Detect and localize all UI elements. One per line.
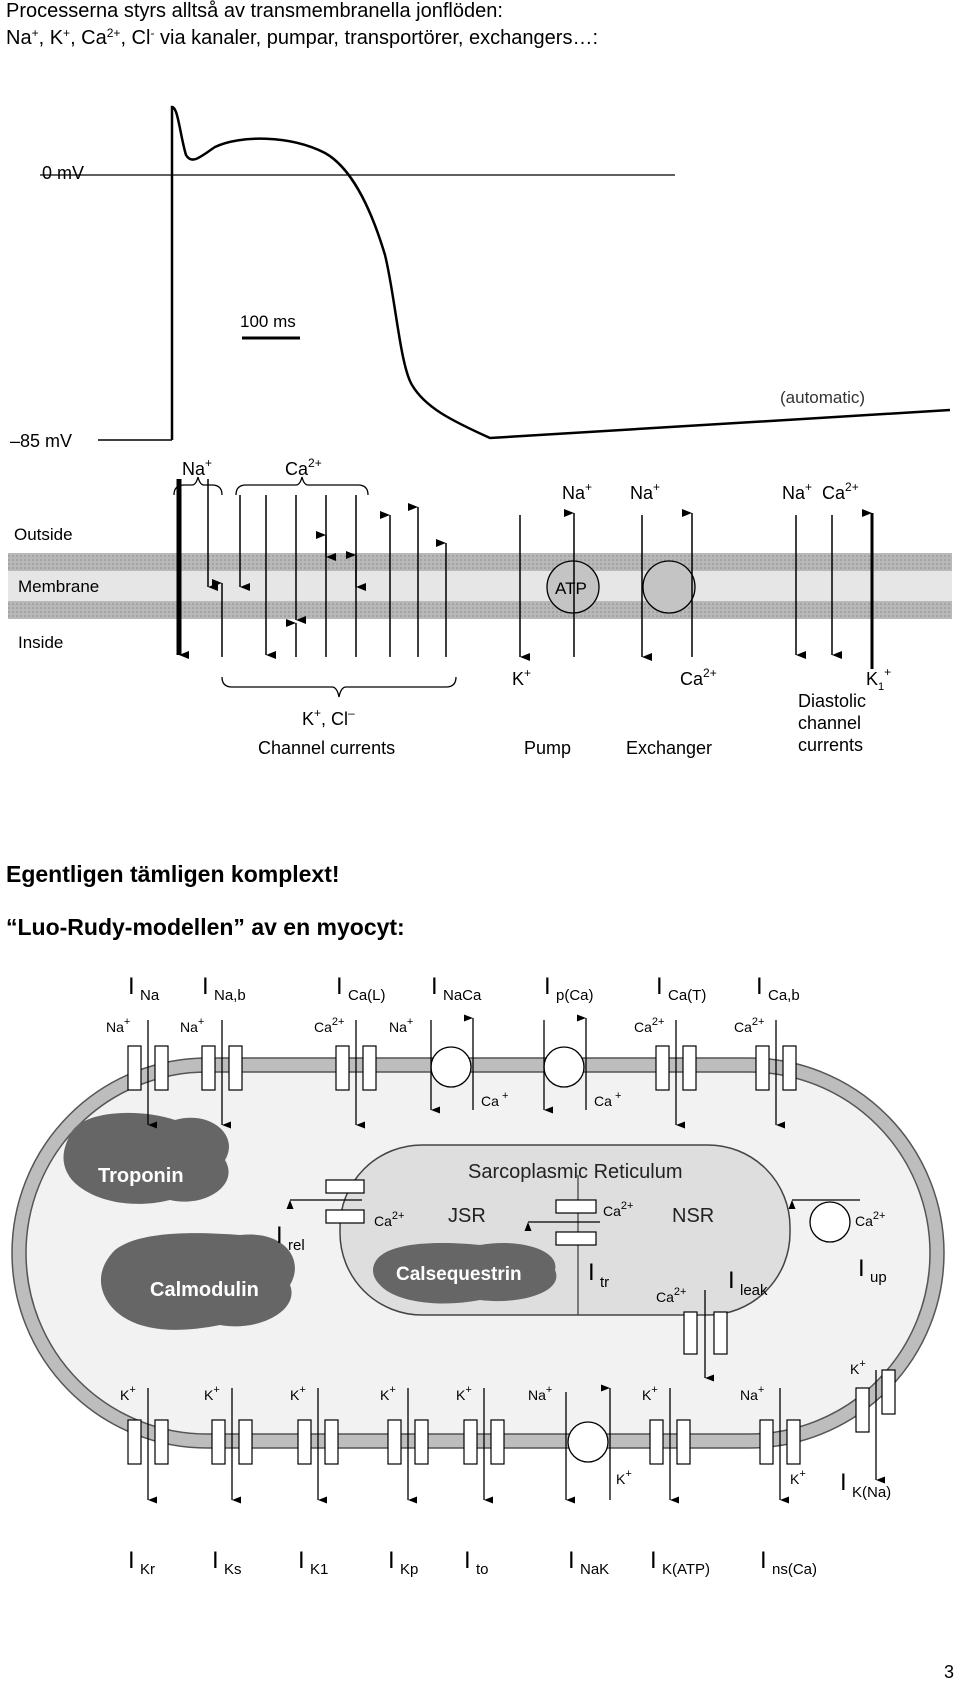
top-channel-2-channel-left [336,1046,349,1090]
ion-k-charge: + [63,26,71,40]
bottom-channel-5-pump [568,1422,608,1462]
top-channel-2-I: I [336,973,343,1000]
bottom-channel-4-k-label: K+ [456,1384,472,1403]
top-channel-1-channel-left [202,1046,215,1090]
channel-currents-label: Channel currents [258,738,396,758]
atp-label: ATP [555,579,587,598]
ion-k: , K [38,27,64,49]
header-line-1: Processerna styrs alltså av transmembranella jonflöden: [6,0,503,22]
calmodulin-label: Calmodulin [150,1279,259,1301]
diastolic-label-1: Diastolic [798,691,867,711]
ca-label: $Ca^{2+}$ [285,456,322,479]
bottom-channel-1-channel-right [239,1420,252,1464]
rel-ca-label: $Ca^{2+}$ [374,1210,405,1229]
bottom-channel-2-channel-left [298,1420,311,1464]
time-scale-label: 100 ms [240,312,296,331]
bottom-channel-6-label: K(ATP) [662,1561,711,1578]
top-channel-5-channel-left [656,1046,669,1090]
troponin-blob [64,1113,229,1204]
kna-k-label: K+ [850,1358,866,1377]
bottom-channel-4-channel-right [491,1420,504,1464]
exchanger-label: Exchanger [626,738,713,758]
diastolic-label-3: currents [798,735,864,755]
na-label: Na+ [182,456,213,479]
top-channel-3-na-label: Na+ [389,1016,414,1035]
top-channel-3-exchanger [431,1047,471,1087]
bottom-channel-3-label: Kp [400,1561,419,1578]
membrane-label: Membrane [18,577,100,596]
top-channel-0-label: Na [140,987,160,1004]
bottom-channel-5-k-label: K+ [616,1468,632,1487]
top-channel-6-channel-right [783,1046,796,1090]
bottom-channel-7-label: ns(Ca) [772,1561,818,1578]
leak-channel-right [714,1312,727,1354]
leak-I: I [728,1267,735,1294]
leak-ca-label: $Ca^{2+}$ [656,1286,687,1305]
diastolic-label-2: channel [798,713,862,733]
tr-channel-top [556,1200,596,1213]
top-channel-3-ca-label: Ca + [481,1090,509,1109]
page-number: 3 [943,1662,954,1682]
calsequestrin-label: Calsequestrin [396,1264,522,1285]
ca-brace [236,477,368,495]
bottom-channel-5-na-label: Na+ [528,1384,553,1403]
kcl-brace [222,677,456,697]
top-channel-5-label: Ca(T) [668,987,707,1004]
bottom-channel-1-k-label: K+ [204,1384,220,1403]
inside-label: Inside [18,633,64,652]
header-line-2 [6,22,598,49]
bottom-channel-7-na-label: Na+ [740,1384,765,1403]
bottom-channel-2-I: I [298,1547,305,1574]
automatic-label: (automatic) [780,388,866,407]
top-channel-1-I: I [202,973,209,1000]
kna-channel-left [856,1388,869,1432]
bottom-channel-6-k-label: K+ [642,1384,658,1403]
bottom-channel-6-channel-right [677,1420,690,1464]
bottom-channel-0-channel-right [155,1420,168,1464]
bottom-channel-7-channel-left [760,1420,773,1464]
top-channel-1-label: Na,b [214,987,246,1004]
bottom-channel-1-channel-left [212,1420,225,1464]
top-channel-3-I: I [431,973,438,1000]
bottom-channel-3-channel-left [388,1420,401,1464]
bottom-channel-0-label: Kr [140,1561,155,1578]
rel-I: I [276,1222,283,1249]
bottom-channel-7-channel-right [787,1420,800,1464]
top-channel-5-ion-label: $Ca^{2+}$ [634,1016,665,1035]
membrane-outer-layer [8,553,952,571]
tr-I: I [588,1259,595,1286]
top-channel-4-I: I [544,973,551,1000]
top-channel-6-ion-label: $Ca^{2+}$ [734,1016,765,1035]
top-channel-5-I: I [656,973,663,1000]
up-pump-circle [810,1202,850,1242]
bottom-channel-6-I: I [650,1547,657,1574]
sr-title: Sarcoplasmic Reticulum [468,1161,683,1183]
membrane-core [8,571,952,601]
ion-na-charge: + [31,26,39,40]
top-channel-0-channel-left [128,1046,141,1090]
bottom-channel-3-k-label: K+ [380,1384,396,1403]
top-channel-0-I: I [128,973,135,1000]
bottom-channel-2-channel-right [325,1420,338,1464]
rel-channel-bottom [326,1210,364,1223]
header-line-2-rest: via kanaler, pumpar, transportörer, exchangers…: [154,27,599,49]
action-potential-figure [0,95,960,775]
pump-na-label: Na+ [562,480,593,503]
leak-channel-left [684,1312,697,1354]
tr-label: tr [600,1274,610,1291]
zero-mv-label: 0 mV [42,163,85,183]
pump-label: Pump [524,738,572,758]
bottom-channel-6-channel-left [650,1420,663,1464]
troponin-label: Troponin [98,1165,184,1187]
bottom-channel-1-label: Ks [224,1561,242,1578]
ion-cl: , Cl [120,27,151,49]
top-channel-4-ca-label: Ca + [594,1090,622,1109]
outside-label: Outside [14,525,73,544]
bottom-channel-1-I: I [212,1547,219,1574]
bottom-channel-4-channel-left [464,1420,477,1464]
top-channel-2-label: Ca(L) [348,987,386,1004]
bottom-channel-2-k-label: K+ [290,1384,306,1403]
top-channel-6-I: I [756,973,763,1000]
jsr-label: JSR [448,1205,486,1227]
top-channel-2-channel-right [363,1046,376,1090]
top-channel-5-channel-right [683,1046,696,1090]
bottom-channel-3-channel-right [415,1420,428,1464]
exchanger-na-label: Na+ [630,480,661,503]
top-channel-6-channel-left [756,1046,769,1090]
top-channel-0-ion-label: Na+ [106,1016,131,1035]
top-channel-3-label: NaCa [443,987,482,1004]
bottom-channel-0-I: I [128,1547,135,1574]
bottom-channel-7-I: I [760,1547,767,1574]
exchanger-ca-label: $Ca^{2+}$ [680,666,717,689]
pump-k-label: K+ [512,666,532,689]
leak-label: leak [740,1282,768,1299]
kna-I: I [840,1469,847,1496]
membrane-inner-layer [8,601,952,619]
up-ca-label: $Ca^{2+}$ [855,1210,886,1229]
bottom-channel-5-I: I [568,1547,575,1574]
diastolic-na-label: Na+ [782,480,813,503]
bottom-channel-0-channel-left [128,1420,141,1464]
ion-ca-charge: 2+ [106,26,121,40]
bottom-channel-4-label: to [476,1561,489,1578]
ion-ca: , Ca [70,27,107,49]
up-I: I [858,1255,865,1282]
diastolic-k1-label: $K_1^+$ [866,665,892,693]
ion-cl-charge: - [150,26,155,40]
exchanger-circle [643,561,695,613]
subheading-luo-rudy: “Luo-Rudy-modellen” av en myocyt: [6,914,405,940]
top-channel-4-label: p(Ca) [556,987,594,1004]
bottom-channel-0-k-label: K+ [120,1384,136,1403]
bottom-channel-7-k-label: K+ [790,1468,806,1487]
top-channel-1-ion-label: Na+ [180,1016,205,1035]
ion-na: Na [6,27,32,49]
top-channel-2-ion-label: $Ca^{2+}$ [314,1016,345,1035]
top-channel-1-channel-right [229,1046,242,1090]
subheading-complex: Egentligen tämligen komplext! [6,861,340,887]
tr-ca-label: $Ca^{2+}$ [603,1200,634,1219]
rest-mv-label: –85 mV [10,431,73,451]
kna-label: K(Na) [852,1484,892,1501]
tr-channel-bottom [556,1232,596,1245]
bottom-channel-5-label: NaK [580,1561,610,1578]
bottom-channel-4-I: I [464,1547,471,1574]
kna-channel-right [882,1370,895,1414]
top-channel-4-exchanger [544,1047,584,1087]
up-label: up [870,1269,887,1286]
diastolic-ca-label: $Ca^{2+}$ [822,480,859,503]
nsr-label: NSR [672,1205,715,1227]
top-channel-6-label: Ca,b [768,987,800,1004]
rel-label: rel [288,1237,305,1254]
kcl-label: K+, Cl– [302,706,355,729]
luo-rudy-diagram [0,960,960,1660]
rel-channel-top [326,1180,364,1193]
bottom-channel-3-I: I [388,1547,395,1574]
top-channel-0-channel-right [155,1046,168,1090]
bottom-channel-2-label: K1 [310,1561,329,1578]
